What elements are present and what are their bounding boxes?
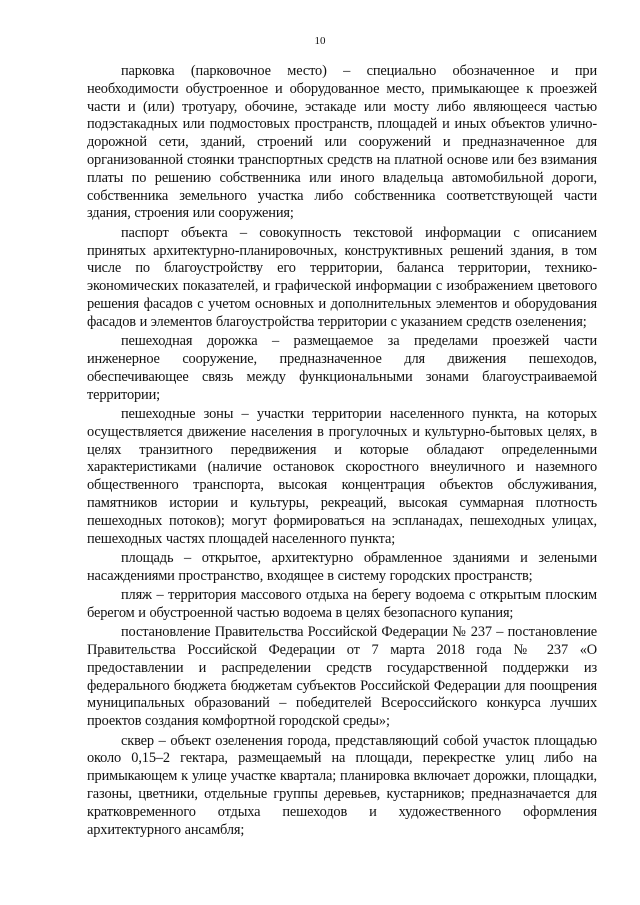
document-body	[87, 63, 597, 841]
definition-pedestrian-path: пешеходная дорожка – размещаемое за пределами проезжей части инженерное сооружение, предназначенное для движения пешеходов, обеспечивающее связь между функциональными зонами благоустраиваемой территории;	[87, 333, 597, 403]
definition-parking: парковка (парковочное место) – специально обозначенное и при необходимости обустроенное и оборудованное место, примыкающее к проезжей части и (или) тротуару, обочине, эстакаде или мосту либо являющееся частью подэстакадных или подмостовых пространств, площадей и иных объектов улично-дорожной сети, зданий, строений или сооружений и предназначенное для организованной стоянки транспортных средств на платной основе или без взимания платы по решению собственника или иного владельца автомобильной дороги, собственника земельного участка либо собственника соответствующей части здания, строения или сооружения;	[87, 63, 597, 222]
definition-square: площадь – открытое, архитектурно обрамленное зданиями и зелеными насаждениями пространство, входящее в систему городских пространств;	[87, 549, 597, 584]
definition-public-garden: сквер – объект озеленения города, представляющий собой участок площадью около 0,15–2 гектара, размещаемый на площади, перекрестке улиц либо на примыкающем к улице участке квартала; планировка включает дорожки, площадки, газоны, цветники, отдельные группы деревьев, кустарников; предназначается для кратковременного отдыха пешеходов и художественного оформления архитектурного ансамбля;	[87, 732, 597, 838]
page-number: 10	[314, 35, 326, 47]
definition-government-decree-237: постановление Правительства Российской Федерации № 237 – постановление Правительства Российской Федерации от 7 марта 2018 года № 237 «О предоставлении и распределении средств государственной поддержки из федерального бюджета бюджетам субъектов Российской Федерации для поощрения муниципальных образований – победителей Всероссийского конкурса лучших проектов создания комфортной городской среды»;	[87, 624, 597, 730]
definition-object-passport: паспорт объекта – совокупность текстовой информации с описанием принятых архитектурно-планировочных, конструктивных решений здания, в том числе по благоустройству его территории, баланса территории, технико-экономических показателей, и графической информации с изображением цветового решения фасадов с учетом основных и дополнительных элементов и оборудования фасадов и элементов благоустройства территории с указанием средств озеленения;	[87, 224, 597, 330]
definition-beach: пляж – территория массового отдыха на берегу водоема с открытым плоским берегом и обустроенной частью водоема в целях безопасного купания;	[87, 587, 597, 621]
definition-pedestrian-zones: пешеходные зоны – участки территории населенного пункта, на которых осуществляется движение населения в прогулочных и культурно-бытовых целях, в целях транзитного передвижения и которые обладают определенными характеристиками (наличие остановок скоростного внеуличного и наземного общественного транспорта, высокая концентрация объектов обслуживания, памятников истории и культуры, рекреаций, высокая суммарная плотность пешеходных потоков); могут формироваться на эспланадах, пешеходных улицах, пешеходных частях площадей населенного пункта;	[87, 405, 597, 547]
